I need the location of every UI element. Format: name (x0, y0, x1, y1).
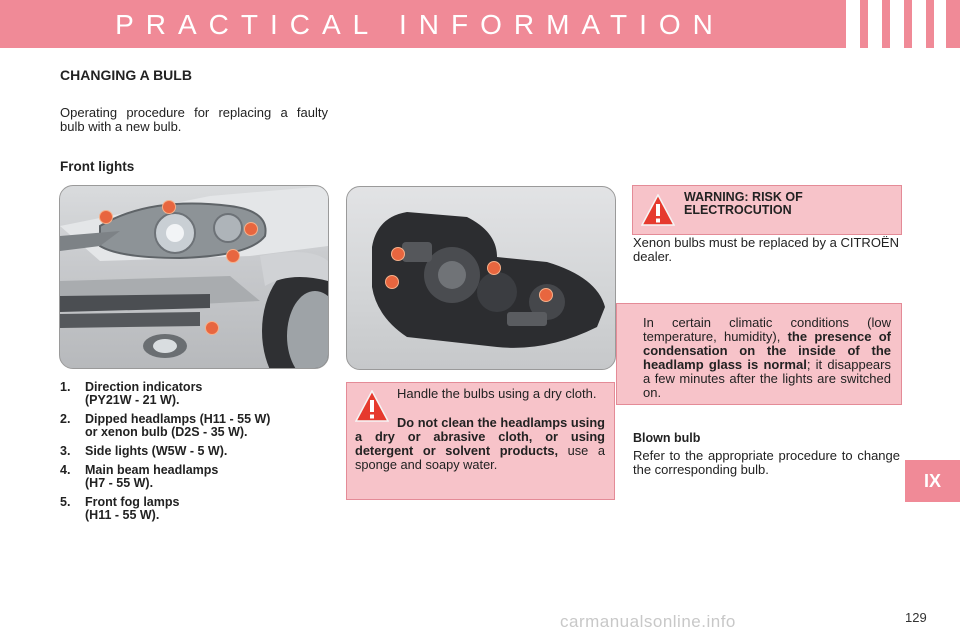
bulb-marker (391, 247, 405, 261)
caution-warning: Do not clean the headlamps using a dry or abrasive cloth, or using detergent or solvent products, use a sponge and soapy water. (355, 415, 605, 472)
header-stripe (934, 0, 946, 48)
bulb-marker (539, 288, 553, 302)
list-item: 2. Dipped headlamps (H11 - 55 W) or xenon bulb (D2S - 35 W). (60, 412, 271, 439)
list-item: 3. Side lights (W5W - 5 W). (60, 444, 228, 458)
condensation-text: In certain climatic conditions (low temperature, humidity), the presence of condensation on the inside of the headlamp glass is normal; it disappears a few minutes after the lights are switched on. (643, 315, 891, 400)
xenon-note: Xenon bulbs must be replaced by a CITROËN dealer. (633, 235, 899, 264)
warning-icon (641, 194, 675, 226)
bulb-marker (487, 261, 501, 275)
list-item: 1. Direction indicators (PY21W - 21 W). (60, 380, 203, 407)
intro-text: Operating procedure for replacing a faulty bulb with a new bulb. (60, 105, 328, 134)
blown-bulb-text: Refer to the appropriate procedure to change the corresponding bulb. (633, 448, 900, 477)
warning-title: WARNING: RISK OF ELECTROCUTION (684, 190, 803, 217)
bulb-marker (226, 249, 240, 263)
car-front-photo (59, 185, 329, 369)
list-item: 4. Main beam headlamps (H7 - 55 W). (60, 463, 219, 490)
blown-bulb-heading: Blown bulb (633, 431, 701, 445)
bulb-list (60, 381, 330, 528)
bulb-marker (385, 275, 399, 289)
list-item: 5. Front fog lamps (H11 - 55 W). (60, 495, 180, 522)
front-lights-heading: Front lights (60, 159, 135, 174)
bulb-marker (99, 210, 113, 224)
page-header (0, 0, 960, 48)
header-stripe (868, 0, 882, 48)
page-title: PRACTICAL INFORMATION (115, 9, 725, 40)
warning-box (632, 185, 902, 235)
bulb-marker (205, 321, 219, 335)
chapter-tab: IX (905, 460, 960, 502)
caution-box (346, 382, 615, 500)
header-stripe (912, 0, 926, 48)
condensation-box (616, 303, 902, 405)
caution-text: Handle the bulbs using a dry cloth. (397, 386, 597, 401)
header-stripe (846, 0, 860, 48)
headlamp-unit-photo (346, 186, 616, 370)
watermark: carmanualsonline.info (560, 612, 736, 631)
section-title: CHANGING A BULB (60, 67, 192, 83)
header-stripe (890, 0, 904, 48)
bulb-marker (244, 222, 258, 236)
bulb-marker (162, 200, 176, 214)
page-number: 129 (905, 610, 927, 625)
